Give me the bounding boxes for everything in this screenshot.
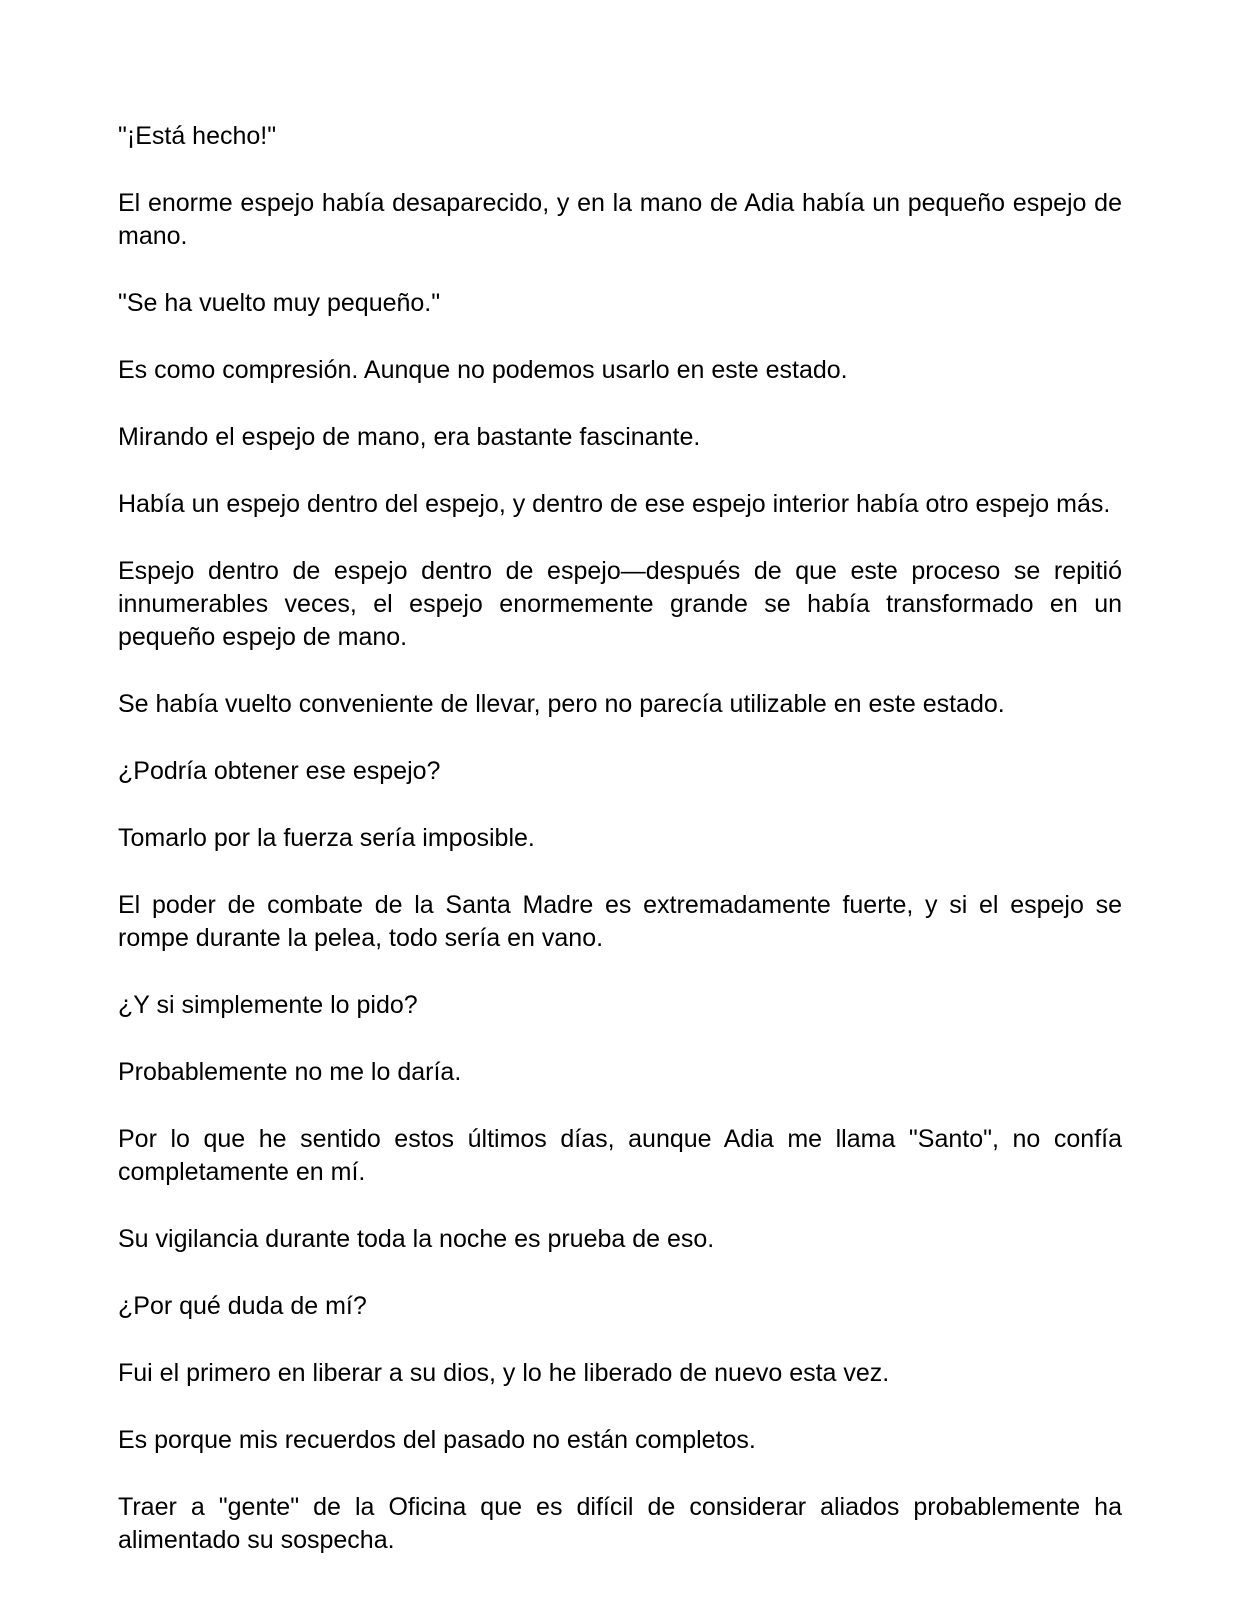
paragraph-1: "¡Está hecho!" — [118, 122, 277, 150]
paragraph-11: El poder de combate de la Santa Madre es extremadamente fuerte, y si el espejo se rompe durante la pelea, todo sería en vano. — [118, 891, 1122, 952]
paragraph-17: Fui el primero en liberar a su dios, y lo he liberado de nuevo esta vez. — [118, 1359, 890, 1387]
document-page — [118, 120, 1122, 1557]
paragraph-6: Había un espejo dentro del espejo, y dentro de ese espejo interior había otro espejo más. — [118, 490, 1111, 518]
paragraph-16: ¿Por qué duda de mí? — [118, 1292, 367, 1320]
paragraph-18: Es porque mis recuerdos del pasado no están completos. — [118, 1426, 756, 1454]
paragraph-7: Espejo dentro de espejo dentro de espejo—después de que este proceso se repitió innumerables veces, el espejo enormemente grande se había transformado en un pequeño espejo de mano. — [118, 557, 1122, 651]
paragraph-10: Tomarlo por la fuerza sería imposible. — [118, 824, 535, 852]
paragraph-2: El enorme espejo había desaparecido, y en la mano de Adia había un pequeño espejo de mano. — [118, 189, 1122, 250]
paragraph-9: ¿Podría obtener ese espejo? — [118, 757, 441, 785]
paragraph-8: Se había vuelto conveniente de llevar, pero no parecía utilizable en este estado. — [118, 690, 1005, 718]
paragraph-12: ¿Y si simplemente lo pido? — [118, 991, 418, 1019]
paragraph-15: Su vigilancia durante toda la noche es prueba de eso. — [118, 1225, 715, 1253]
paragraph-19: Traer a "gente" de la Oficina que es difícil de considerar aliados probablemente ha alimentado su sospecha. — [118, 1493, 1122, 1554]
paragraph-4: Es como compresión. Aunque no podemos usarlo en este estado. — [118, 356, 848, 384]
paragraph-14: Por lo que he sentido estos últimos días, aunque Adia me llama "Santo", no confía completamente en mí. — [118, 1125, 1122, 1186]
paragraph-5: Mirando el espejo de mano, era bastante fascinante. — [118, 423, 701, 451]
paragraph-13: Probablemente no me lo daría. — [118, 1058, 462, 1086]
paragraph-3: "Se ha vuelto muy pequeño." — [118, 289, 441, 317]
